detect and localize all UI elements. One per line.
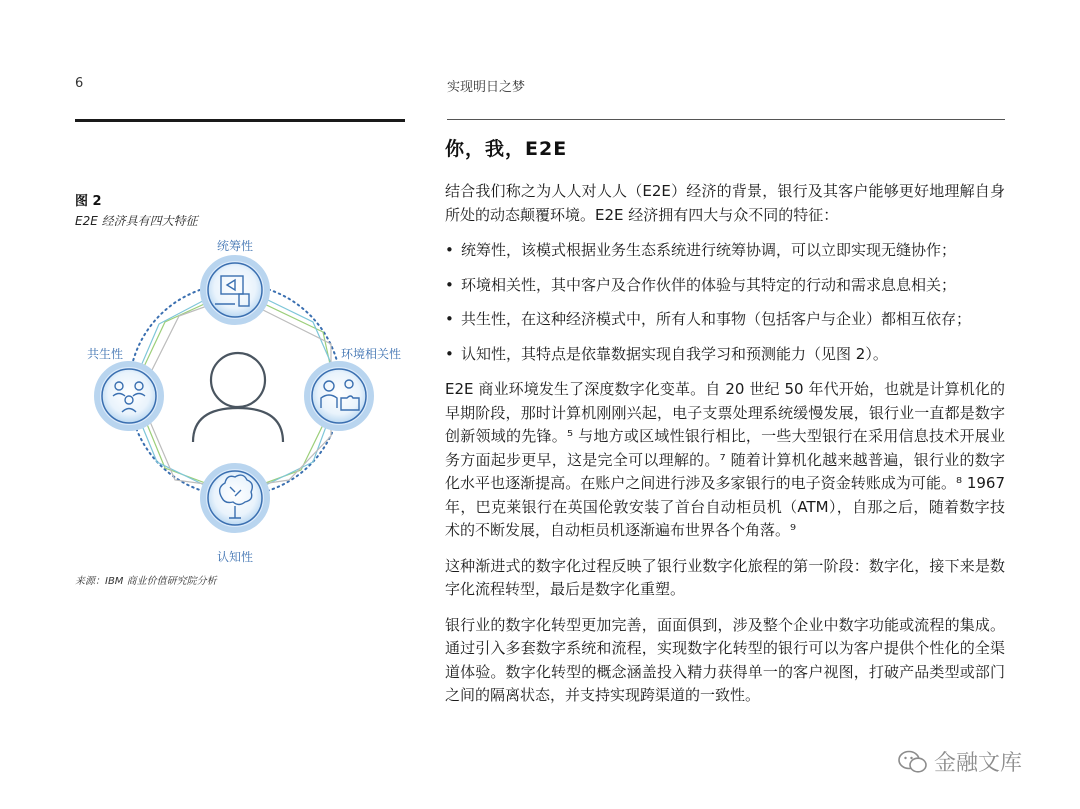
figure-source: 来源：IBM 商业价值研究院分析 [75, 576, 217, 587]
figure-caption: E2E 经济具有四大特征 [75, 214, 198, 228]
article-body [445, 180, 1005, 720]
list-item: • 共生性，在这种经济模式中，所有人和事物（包括客户与企业）都相互依存； [445, 308, 1005, 332]
label-context: 环境相关性 [340, 347, 402, 361]
figure-label: 图 2 [75, 194, 102, 209]
label-cognitive: 认知性 [216, 550, 254, 564]
label-orchestration: 统筹性 [216, 239, 254, 253]
running-title: 实现明日之梦 [447, 80, 526, 95]
right-header-rule [447, 119, 1005, 120]
section-title: 你，我，E2E [445, 138, 568, 160]
left-header-rule [75, 119, 405, 122]
stages-paragraph: 这种渐进式的数字化过程反映了银行业数字化旅程的第一阶段：数字化，接下来是数字化流程转型，最后是数字化重塑。 [445, 556, 1005, 598]
feature-list [445, 239, 1005, 366]
e2e-diagram [75, 236, 415, 566]
intro-paragraph: 结合我们称之为人人对人人（E2E）经济的背景，银行及其客户能够更好地理解自身所处的动态颠覆环境。E2E 经济拥有四大与众不同的特征： [445, 182, 1005, 224]
wechat-icon [898, 749, 928, 775]
page-number: 6 [75, 76, 84, 91]
node-symbiosis [97, 364, 161, 428]
list-item: • 环境相关性，其中客户及合作伙伴的体验与其特定的行动和需求息息相关； [445, 274, 1005, 298]
person-icon [193, 353, 283, 442]
label-symbiosis: 共生性 [86, 347, 124, 361]
list-item: • 统筹性，该模式根据业务生态系统进行统筹协调，可以立即实现无缝协作； [445, 239, 1005, 263]
watermark-text: 金融文库 [934, 751, 1023, 776]
transformation-paragraph: 银行业的数字化转型更加完善，面面俱到，涉及整个企业中数字功能或流程的集成。通过引入多套数字系统和流程，实现数字化转型的银行可以为客户提供个性化的全渠道体验。数字化转型的概念涵盖投入精力获得单一的客户视图，打破产品类型或部门之间的隔离状态，并支持实现跨渠道的一致性。 [445, 615, 1005, 704]
node-orchestration [203, 258, 267, 322]
node-context [307, 364, 371, 428]
history-paragraph: E2E 商业环境发生了深度数字化变革。自 20 世纪 50 年代开始，也就是计算机化的早期阶段，那时计算机刚刚兴起，电子支票处理系统缓慢发展，银行业一直都是数字创新领域的先锋。⁵ 与地方或区域性银行相比，一些大型银行在采用信息技术开展业务方面起步更早，这是完全可以理解的。⁷ 随着计算机化越来越普遍，银行业的数字化水平也逐渐提高。在账户之间进行涉及多家银行的电子资金转账成为可能。⁸ 1967 年，巴克莱银行在英国伦敦安装了首台自动柜员机（ATM），自那之后，随着数字技术的不断发展，自动柜员机逐渐遍布世界各个角落。⁹ [445, 380, 1005, 539]
watermark [898, 746, 1022, 777]
list-item: • 认知性，其特点是依靠数据实现自我学习和预测能力（见图 2）。 [445, 343, 1005, 367]
node-cognitive [203, 466, 267, 530]
